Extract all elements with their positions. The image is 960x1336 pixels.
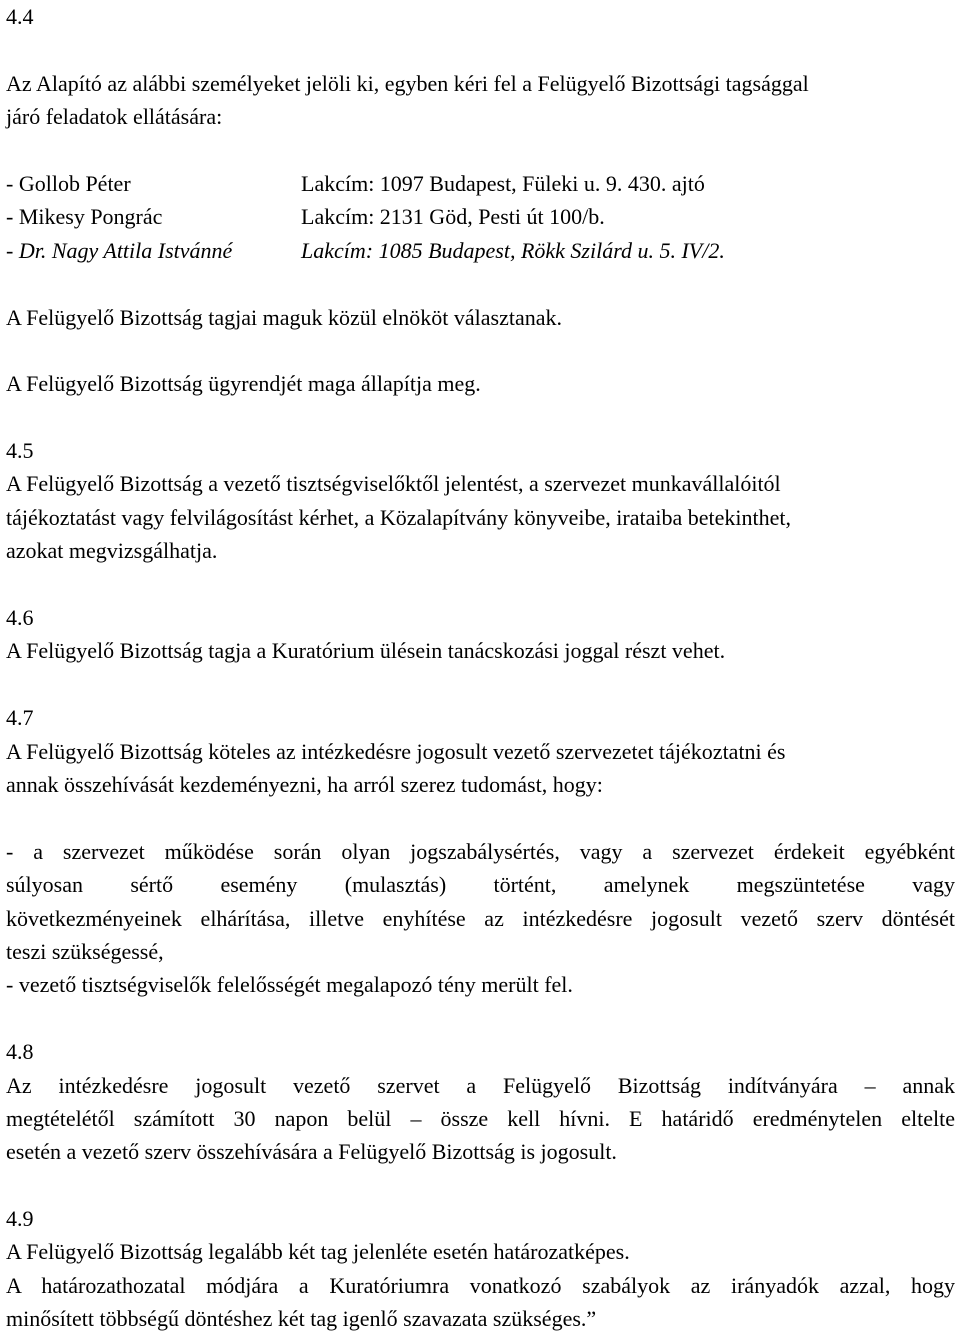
section-number-4-7: 4.7 [6,705,34,731]
spacer [6,334,955,367]
section-number-4-4: 4.4 [6,4,34,29]
bullet-line: súlyosan sértő esemény (mulasztás) történt, amelynek megszüntetése vagy [6,872,955,898]
member-name: - Dr. Nagy Attila Istvánné [6,237,233,263]
paragraph-line: Az intézkedésre jogosult vezető szervet a Felügyelő Bizottság indítványára – annak [6,1072,955,1098]
spacer [6,1169,955,1202]
paragraph-line: A Felügyelő Bizottság legalább két tag jelenléte esetén határozatképes. [6,1239,630,1265]
spacer [6,801,955,834]
section-number-4-5: 4.5 [6,438,34,464]
spacer [6,668,955,701]
document-page [6,0,955,1336]
paragraph-line: Az Alapító az alábbi személyeket jelöli ki, egyben kéri fel a Felügyelő Bizottsági tagsággal [6,70,809,96]
spacer [6,1002,955,1035]
section-number-4-6: 4.6 [6,605,34,631]
spacer [6,134,955,167]
paragraph-line: azokat megvizsgálhatja. [6,538,218,564]
paragraph-line: annak összehívását kezdeményezni, ha arról szerez tudomást, hogy: [6,771,603,797]
bullet-line: következményeinek elhárítása, illetve enyhítése az intézkedésre jogosult vezető szerv döntését [6,905,955,931]
paragraph-line: A Felügyelő Bizottság tagja a Kuratórium ülésein tanácskozási joggal részt vehet. [6,638,726,664]
paragraph-line: A Felügyelő Bizottság ügyrendjét maga állapítja meg. [6,371,481,397]
paragraph-line: tájékoztatást vagy felvilágosítást kérhet, a Közalapítvány könyveibe, irataiba betekinthet, [6,504,791,530]
member-row [6,200,955,233]
bullet-line: - a szervezet működése során olyan jogszabálysértés, vagy a szervezet érdekeit egyébként [6,838,955,864]
paragraph-line: A határozathozatal módjára a Kuratóriumra vonatkozó szabályok az irányadók azzal, hogy [6,1272,955,1298]
member-address: Lakcím: 1085 Budapest, Rökk Szilárd u. 5. IV/2. [301,237,725,263]
member-row [6,234,955,267]
member-row [6,167,955,200]
member-address: Lakcím: 2131 Göd, Pesti út 100/b. [301,204,605,230]
section-number-4-9: 4.9 [6,1206,34,1232]
paragraph-line: megtételétől számított 30 napon belül – össze kell hívni. E határidő eredménytelen eltelte [6,1105,955,1131]
section-number-4-8: 4.8 [6,1039,34,1065]
paragraph-line: minősített többségű döntéshez két tag igenlő szavazata szükséges.” [6,1306,597,1332]
paragraph-line: A Felügyelő Bizottság a vezető tisztségviselőktől jelentést, a szervezet munkavállalóitól [6,471,781,497]
paragraph-line: A Felügyelő Bizottság tagjai maguk közül elnököt választanak. [6,304,562,330]
member-name: - Mikesy Pongrác [6,204,163,230]
paragraph-line: A Felügyelő Bizottság köteles az intézkedésre jogosult vezető szervezetet tájékoztatni és [6,738,786,764]
member-address: Lakcím: 1097 Budapest, Füleki u. 9. 430. ajtó [301,170,705,196]
spacer [6,401,955,434]
paragraph-line: esetén a vezető szerv összehívására a Felügyelő Bizottság is jogosult. [6,1139,617,1165]
spacer [6,33,955,66]
paragraph-line: járó feladatok ellátására: [6,104,223,130]
bullet-line: teszi szükségessé, [6,938,164,964]
spacer [6,568,955,601]
spacer [6,267,955,300]
bullet-line: - vezető tisztségviselők felelősségét megalapozó tény merült fel. [6,972,573,998]
member-name: - Gollob Péter [6,170,131,196]
